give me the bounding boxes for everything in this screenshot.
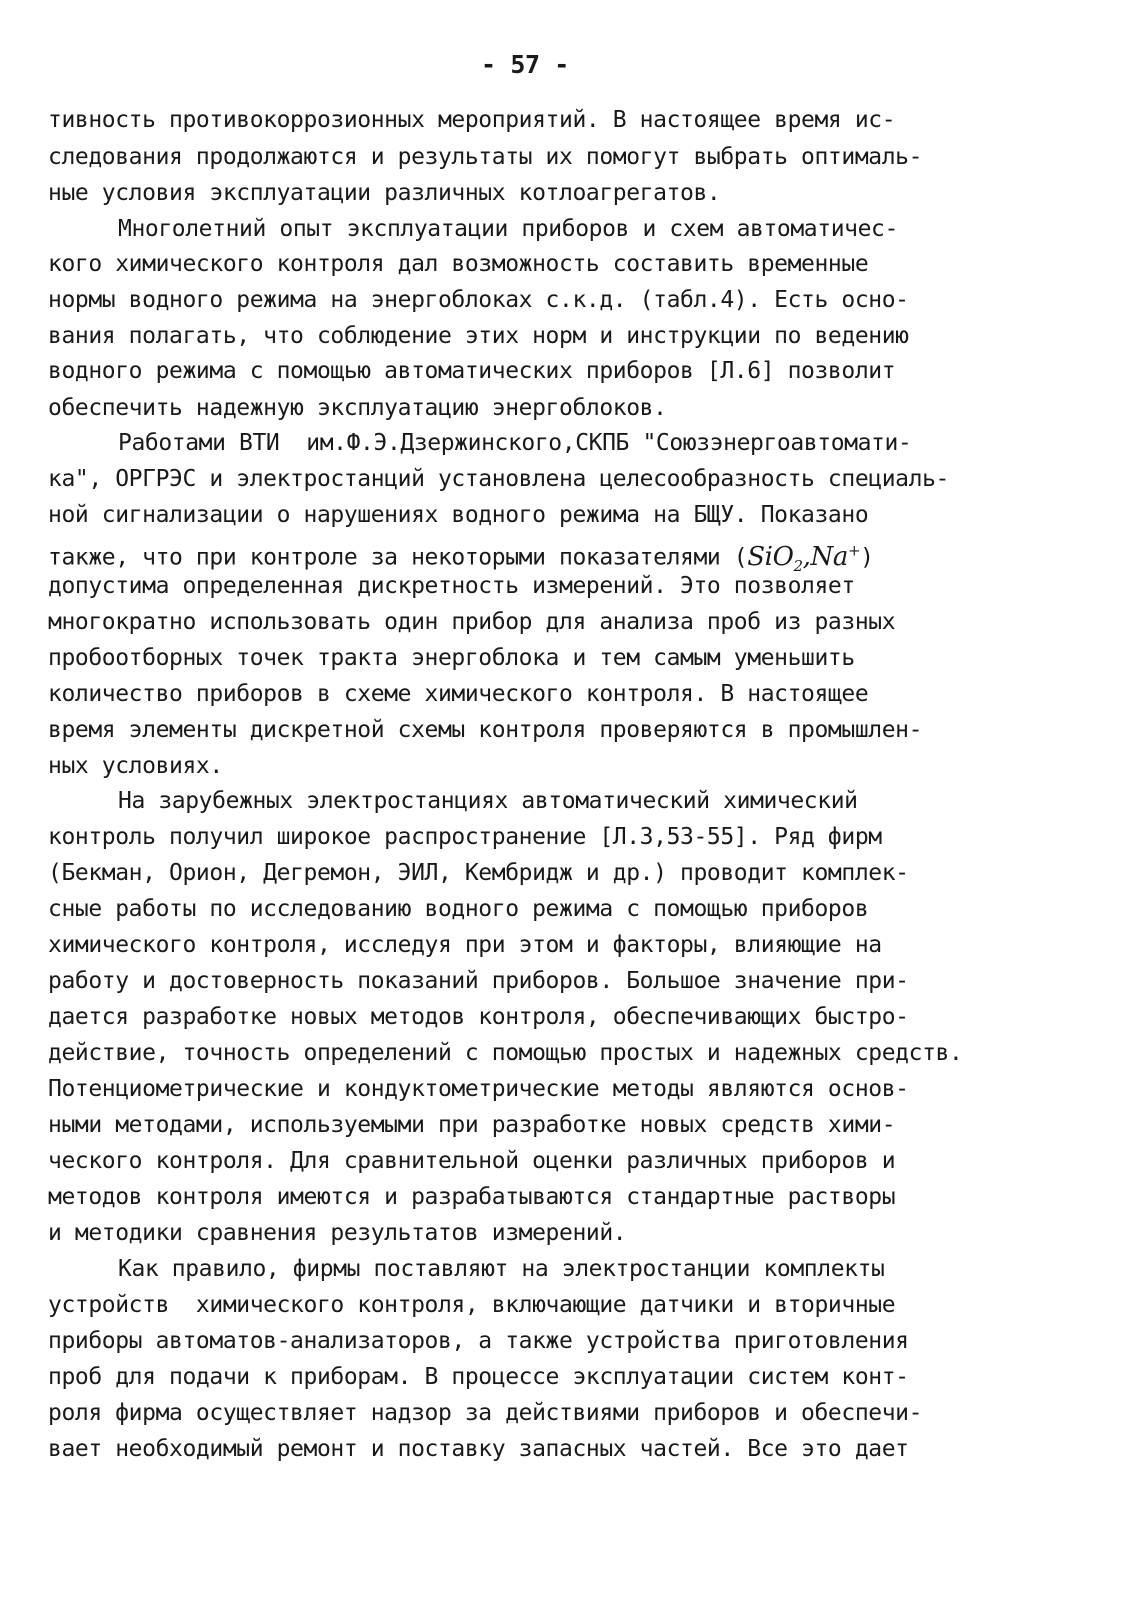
text-line: ка", ОРГРЭС и электростанций установлена целесообразность специаль-	[48, 466, 949, 492]
text-line: количество приборов в схеме химического контроля. В настоящее	[48, 681, 869, 707]
text-line: многократно использовать один прибор для анализа проб из разных	[48, 609, 896, 635]
text-line: роля фирма осуществляет надзор за действиями приборов и обеспечи-	[48, 1400, 923, 1426]
text-line: приборы автоматов-анализаторов, а также устройства приготовления	[48, 1328, 909, 1354]
text-line: и методики сравнения результатов измерений.	[48, 1220, 627, 1246]
text-line: допустима определенная дискретность измерений. Это позволяет	[48, 573, 855, 599]
text-line: ных условиях.	[48, 753, 223, 779]
text-line: следования продолжаются и результаты их помогут выбрать оптималь-	[48, 144, 923, 170]
formula-separator: ,	[802, 541, 811, 572]
text-line: ные условия эксплуатации различных котлоагрегатов.	[48, 180, 721, 206]
text-line: время элементы дискретной схемы контроля проверяются в промышлен-	[48, 717, 923, 743]
text-segment: )	[860, 544, 874, 571]
text-line: дается разработке новых методов контроля, обеспечивающих быстро-	[48, 1004, 909, 1030]
text-line: кого химического контроля дал возможность составить временные	[48, 251, 869, 277]
text-line-with-formula	[48, 532, 874, 575]
text-line: контроль получил широкое распространение [Л.3,53-55]. Ряд фирм	[48, 824, 882, 850]
text-line: На зарубежных электростанциях автоматический химический	[118, 788, 858, 814]
text-line: химического контроля, исследуя при этом и факторы, влияющие на	[48, 932, 882, 958]
text-line: пробоотборных точек тракта энергоблока и тем самым уменьшить	[48, 645, 855, 671]
text-line: Многолетний опыт эксплуатации приборов и схем автоматичес-	[118, 216, 898, 242]
formula-subscript: 2	[793, 556, 803, 575]
text-line: ными методами, используемыми при разработке новых средств хими-	[48, 1112, 896, 1138]
page-number: - 57 -	[481, 50, 569, 79]
text-line: обеспечить надежную эксплуатацию энергоблоков.	[48, 395, 667, 421]
text-line: сные работы по исследованию водного режима с помощью приборов	[48, 896, 869, 922]
text-line: методов контроля имеются и разрабатываются стандартные растворы	[48, 1184, 896, 1210]
text-line: действие, точность определений с помощью простых и надежных средств.	[48, 1040, 963, 1066]
text-line: Потенциометрические и кондуктометрические методы являются основ-	[48, 1076, 909, 1102]
formula-sio: SiO	[747, 541, 794, 572]
text-line: Как правило, фирмы поставляют на электростанции комплекты	[118, 1256, 885, 1282]
text-line: водного режима с помощью автоматических приборов [Л.6] позволит	[48, 358, 896, 384]
text-segment: также, что при контроле за некоторыми показателями (	[48, 544, 748, 571]
text-line: ческого контроля. Для сравнительной оценки различных приборов и	[48, 1148, 896, 1174]
text-line: ной сигнализации о нарушениях водного режима на БЩУ. Показано	[48, 502, 869, 528]
text-line: работу и достоверность показаний приборов. Большое значение при-	[48, 968, 909, 994]
text-line: нормы водного режима на энергоблоках с.к.д. (табл.4). Есть осно-	[48, 287, 909, 313]
text-line: устройств химического контроля, включающие датчики и вторичные	[48, 1292, 896, 1318]
text-line: проб для подачи к приборам. В процессе эксплуатации систем конт-	[48, 1364, 909, 1390]
text-line: (Бекман, Орион, Дегремон, ЭИЛ, Кембридж и др.) проводит комплек-	[48, 860, 909, 886]
text-line: вает необходимый ремонт и поставку запасных частей. Все это дает	[48, 1436, 909, 1462]
text-line: вания полагать, что соблюдение этих норм и инструкции по ведению	[48, 323, 909, 349]
text-line: тивность противокоррозионных мероприятий. В настоящее время ис-	[48, 107, 896, 133]
formula-na: Na	[810, 541, 848, 572]
text-line: Работами ВТИ им.Ф.Э.Дзержинского,СКПБ "Союзэнергоавтомати-	[118, 430, 912, 456]
formula-superscript: +	[848, 541, 861, 559]
